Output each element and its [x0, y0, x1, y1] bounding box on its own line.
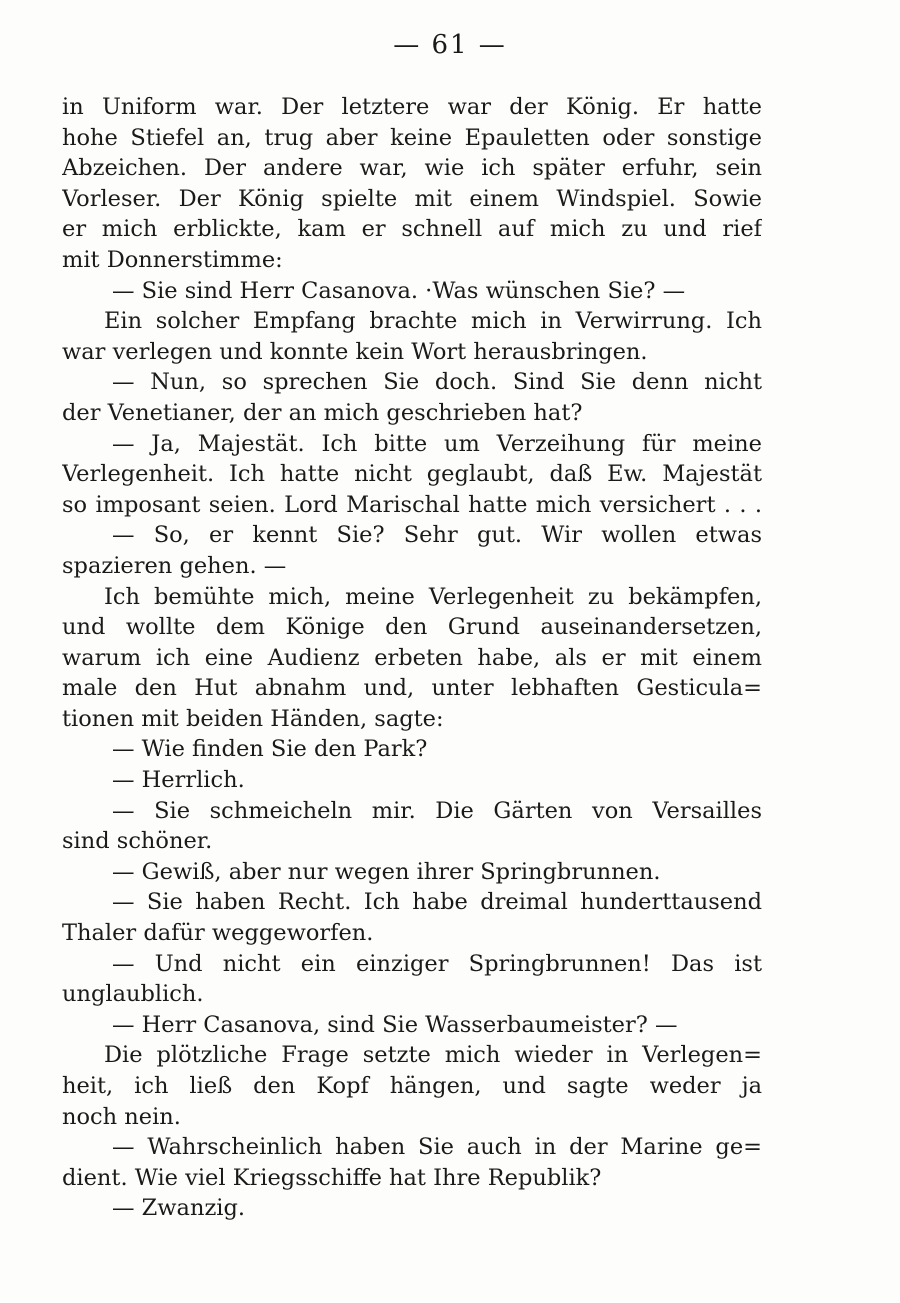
text-line: Verlegenheit. Ich hatte nicht geglaubt, daß Ew. Majestät — [62, 461, 762, 488]
text-line: er mich erblickte, kam er schnell auf mich zu und rief — [62, 216, 762, 243]
text-line: Ich bemühte mich, meine Verlegenheit zu bekämpfen, — [104, 583, 762, 610]
text-line: — Wahrscheinlich haben Sie auch in der Marine ge= — [112, 1134, 762, 1161]
text-line: tionen mit beiden Händen, sagte: — [62, 705, 444, 732]
text-line: — So, er kennt Sie? Sehr gut. Wir wollen etwas — [112, 522, 762, 549]
text-line: in Uniform war. Der letztere war der König. Er hatte — [62, 94, 762, 120]
text-line: spazieren gehen. — — [62, 552, 287, 579]
text-line: dient. Wie viel Kriegsschiffe hat Ihre Republik? — [62, 1164, 602, 1191]
text-line: der Venetianer, der an mich geschrieben hat? — [62, 399, 583, 426]
text-line: war verlegen und konnte kein Wort herausbringen. — [62, 338, 648, 365]
text-line: — Herr Casanova, sind Sie Wasserbaumeister? — — [112, 1011, 678, 1038]
text-line: noch nein. — [62, 1103, 181, 1130]
text-line: Abzeichen. Der andere war, wie ich später erfuhr, sein — [62, 155, 762, 182]
text-line: Vorleser. Der König spielte mit einem Windspiel. Sowie — [62, 185, 762, 212]
text-line: — Nun, so sprechen Sie doch. Sind Sie denn nicht — [112, 369, 762, 396]
text-line: — Gewiß, aber nur wegen ihrer Springbrunnen. — [112, 858, 661, 885]
text-line: hohe Stiefel an, trug aber keine Epauletten oder sonstige — [62, 124, 762, 151]
text-line: — Zwanzig. — [112, 1195, 246, 1222]
text-line: unglaublich. — [62, 981, 204, 1008]
text-line: warum ich eine Audienz erbeten habe, als er mit einem — [62, 644, 762, 671]
text-line: Die plötzliche Frage setzte mich wieder in Verlegen= — [104, 1042, 762, 1069]
text-line: male den Hut abnahm und, unter lebhaften Gesticula= — [62, 675, 762, 702]
text-line: sind schöner. — [62, 828, 213, 855]
text-line: — Herrlich. — [112, 767, 245, 794]
text-line: mit Donnerstimme: — [62, 246, 283, 273]
page-number: — 61 — — [393, 30, 507, 60]
text-line: Thaler dafür weggeworfen. — [62, 920, 374, 947]
text-line: — Ja, Majestät. Ich bitte um Verzeihung für meine — [112, 430, 762, 457]
text-line: und wollte dem Könige den Grund auseinandersetzen, — [62, 614, 762, 641]
text-line: so imposant seien. Lord Marischal hatte mich versichert . . . — [62, 491, 762, 518]
text-line: — Sie sind Herr Casanova. ·Was wünschen Sie? — — [112, 277, 686, 304]
text-line: — Und nicht ein einziger Springbrunnen! Das ist — [112, 950, 762, 977]
text-line: Ein solcher Empfang brachte mich in Verwirrung. Ich — [104, 308, 762, 335]
text-line: — Sie haben Recht. Ich habe dreimal hunderttausend — [112, 889, 762, 916]
text-line: — Sie schmeicheln mir. Die Gärten von Versailles — [112, 797, 762, 824]
body-text — [62, 92, 762, 1224]
text-line: — Wie finden Sie den Park? — [112, 736, 428, 763]
text-line: heit, ich ließ den Kopf hängen, und sagte weder ja — [62, 1073, 762, 1099]
